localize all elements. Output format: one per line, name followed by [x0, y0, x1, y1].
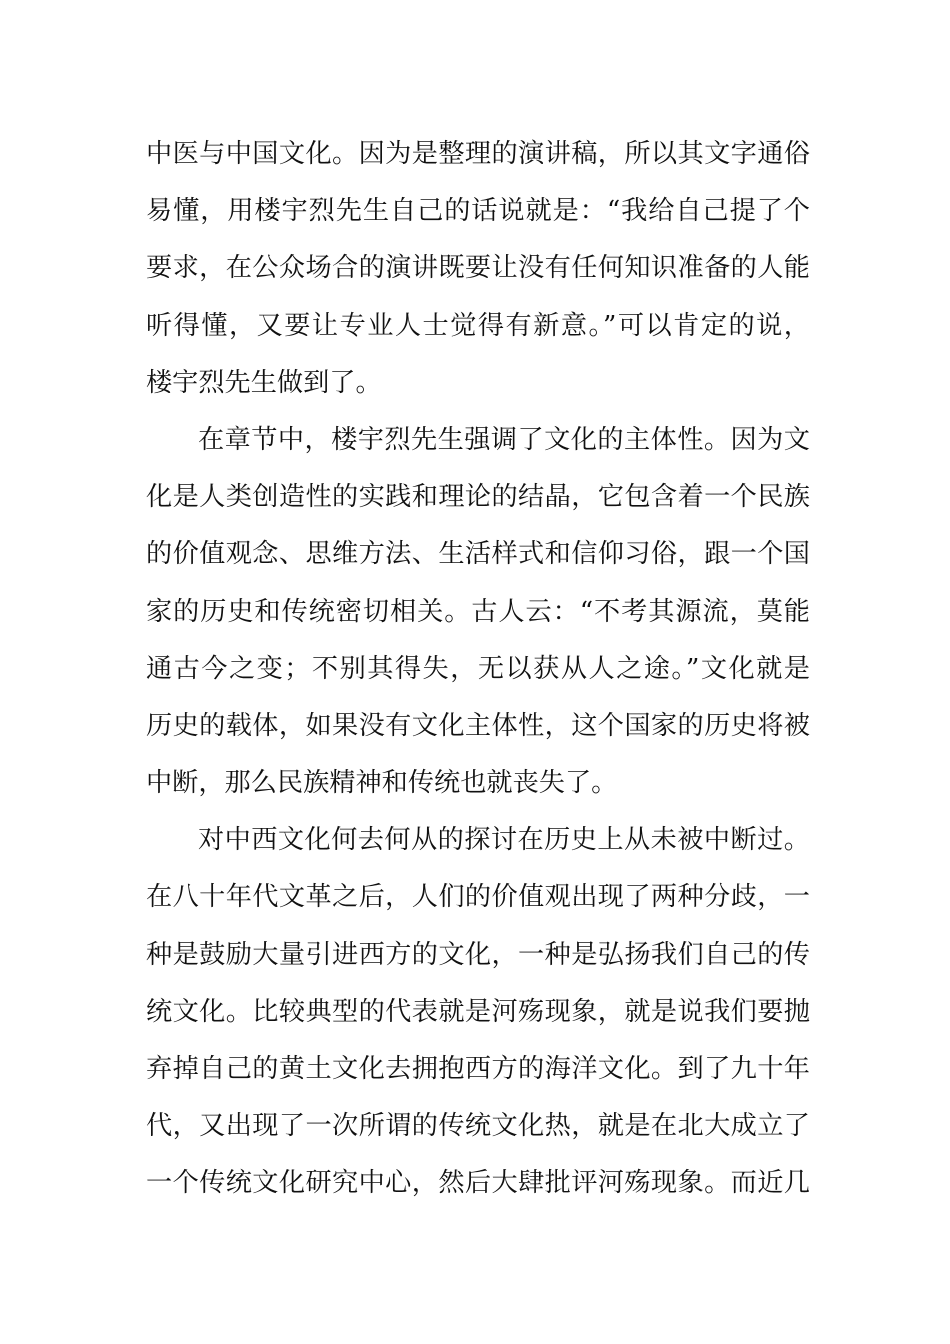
text-line: 一个传统文化研究中心，然后大肆批评河殇现象。而近几 [146, 1168, 810, 1199]
text-line: 中断，那么民族精神和传统也就丧失了。 [146, 768, 618, 799]
text-line: 要求，在公众场合的演讲既要让没有任何知识准备的人能 [146, 253, 810, 284]
text-line: 的价值观念、思维方法、生活样式和信仰习俗，跟一个国 [146, 539, 810, 570]
text-line: 在章节中，楼宇烈先生强调了文化的主体性。因为文 [198, 424, 810, 455]
text-line: 听得懂，又要让专业人士觉得有新意。”可以肯定的说， [146, 310, 810, 341]
text-line: 统文化。比较典型的代表就是河殇现象，就是说我们要抛 [146, 996, 810, 1027]
text-line: 弃掉自己的黄土文化去拥抱西方的海洋文化。到了九十年 [146, 1054, 810, 1084]
text-line: 种是鼓励大量引进西方的文化，一种是弘扬我们自己的传 [146, 939, 810, 970]
text-line: 楼宇烈先生做到了。 [146, 367, 382, 398]
text-line: 中医与中国文化。因为是整理的演讲稿，所以其文字通俗 [146, 139, 810, 169]
text-line: 易懂，用楼宇烈先生自己的话说就是：“我给自己提了个 [146, 196, 810, 227]
body-text [146, 126, 810, 1213]
text-line: 家的历史和传统密切相关。古人云：“不考其源流，莫能 [146, 596, 810, 627]
text-line: 化是人类创造性的实践和理论的结晶，它包含着一个民族 [146, 482, 810, 513]
text-line: 对中西文化何去何从的探讨在历史上从未被中断过。 [198, 825, 810, 856]
text-line: 在八十年代文革之后，人们的价值观出现了两种分歧，一 [146, 882, 810, 913]
text-line: 通古今之变；不别其得失，无以获从人之途。”文化就是 [146, 653, 810, 684]
text-line: 历史的载体，如果没有文化主体性，这个国家的历史将被 [146, 710, 810, 741]
text-line: 代，又出现了一次所谓的传统文化热，就是在北大成立了 [146, 1111, 810, 1142]
